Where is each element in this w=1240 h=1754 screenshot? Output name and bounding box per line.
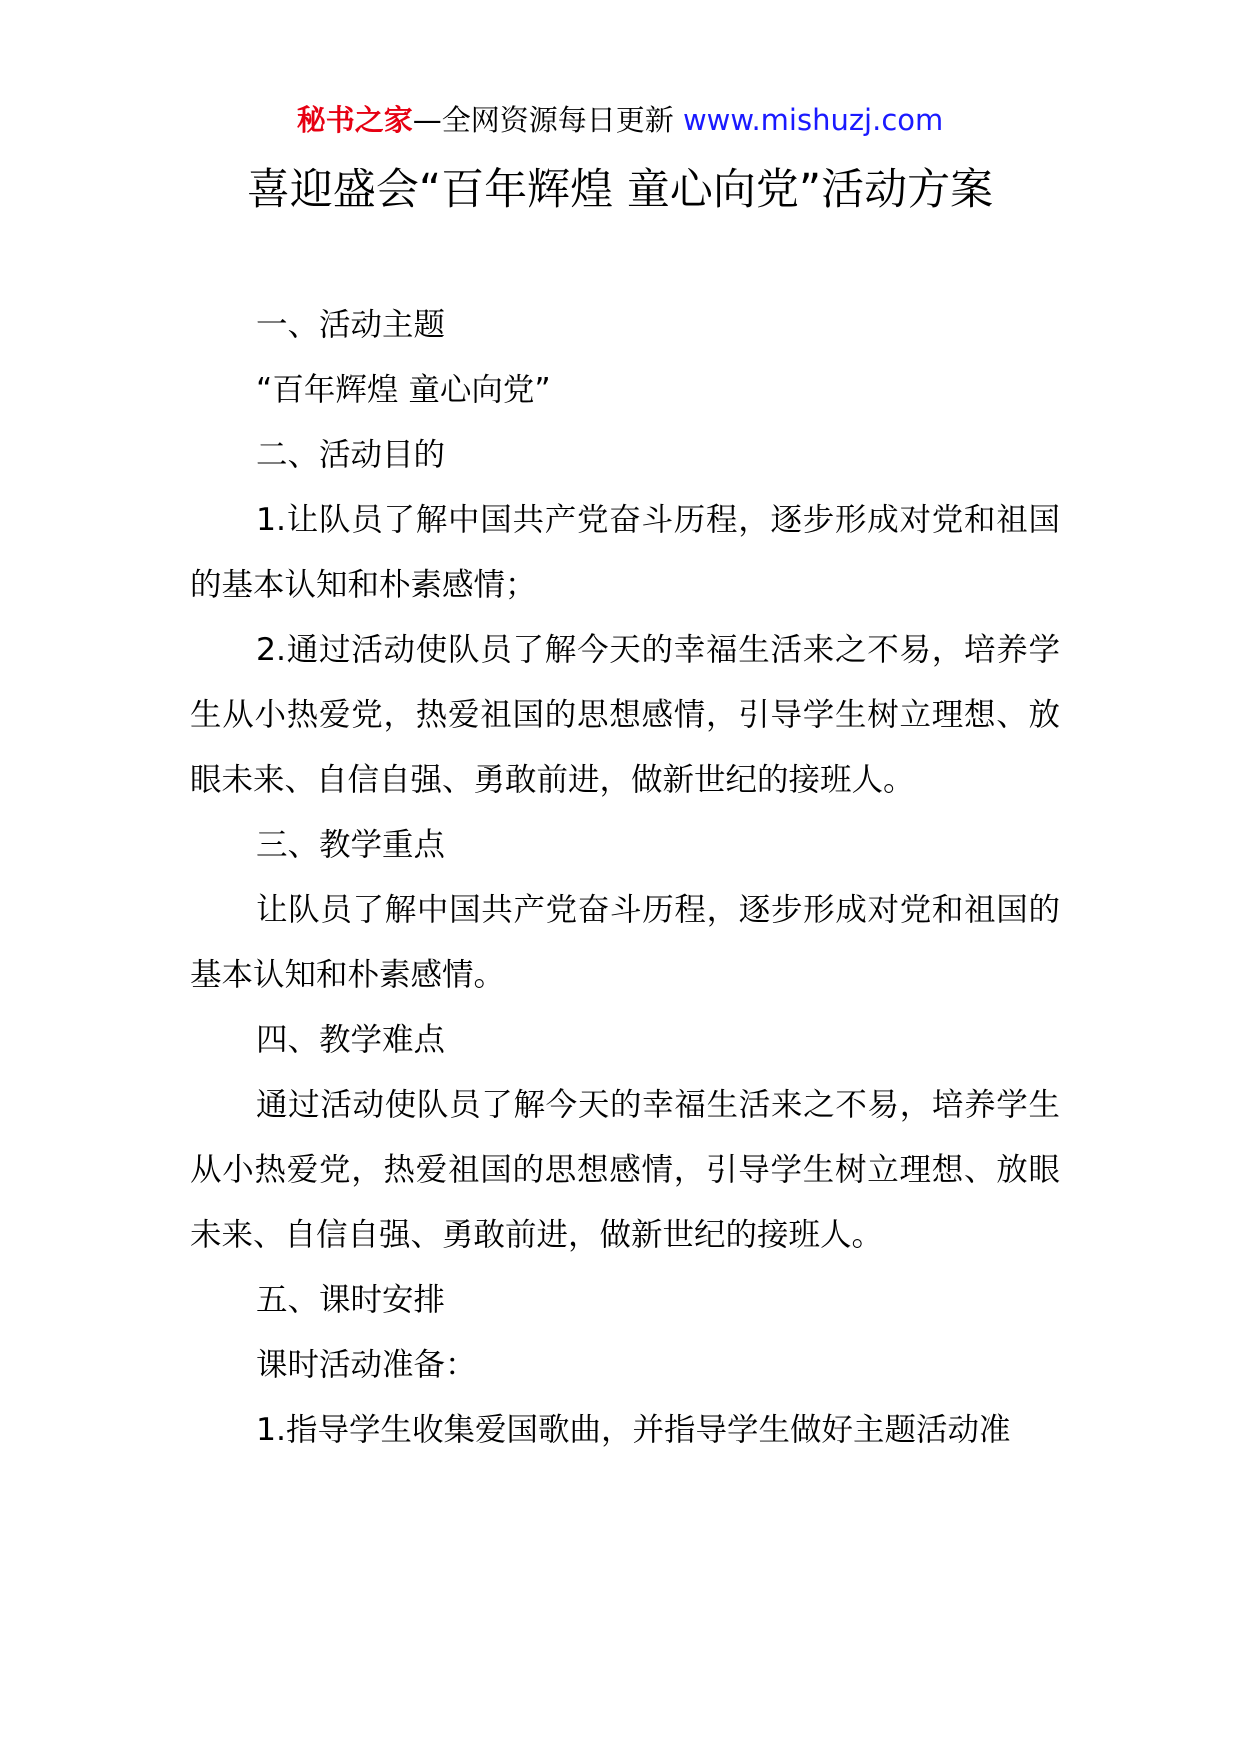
paragraph: 2.通过活动使队员了解今天的幸福生活来之不易，培养学生从小热爱党，热爱祖国的思想感情，引导学生树立理想、放眼未来、自信自强、勇敢前进，做新世纪的接班人。	[190, 632, 1060, 798]
section-heading-key-point: 三、教学重点	[256, 827, 446, 863]
paragraph: 通过活动使队员了解今天的幸福生活来之不易，培养学生从小热爱党，热爱祖国的思想感情，引导学生树立理想、放眼未来、自信自强、勇敢前进，做新世纪的接班人。	[190, 1087, 1060, 1253]
paragraph: 1.指导学生收集爱国歌曲，并指导学生做好主题活动准	[256, 1412, 1011, 1448]
site-header	[0, 100, 1240, 140]
section-heading-difficulty: 四、教学难点	[256, 1022, 446, 1058]
section-heading-theme: 一、活动主题	[256, 307, 446, 343]
site-url-link[interactable]: www.mishuzj.com	[682, 103, 944, 137]
site-slogan: —全网资源每日更新	[412, 103, 683, 137]
paragraph: “百年辉煌 童心向党”	[256, 372, 551, 408]
document-body	[190, 293, 1060, 1463]
site-brand: 秘书之家	[296, 103, 413, 137]
paragraph: 课时活动准备：	[256, 1347, 477, 1383]
document-title: 喜迎盛会“百年辉煌 童心向党”活动方案	[246, 165, 994, 215]
section-heading-schedule: 五、课时安排	[256, 1282, 446, 1318]
paragraph: 1.让队员了解中国共产党奋斗历程，逐步形成对党和祖国的基本认知和朴素感情；	[190, 502, 1060, 603]
section-heading-purpose: 二、活动目的	[256, 437, 446, 473]
paragraph: 让队员了解中国共产党奋斗历程，逐步形成对党和祖国的基本认知和朴素感情。	[190, 892, 1060, 993]
